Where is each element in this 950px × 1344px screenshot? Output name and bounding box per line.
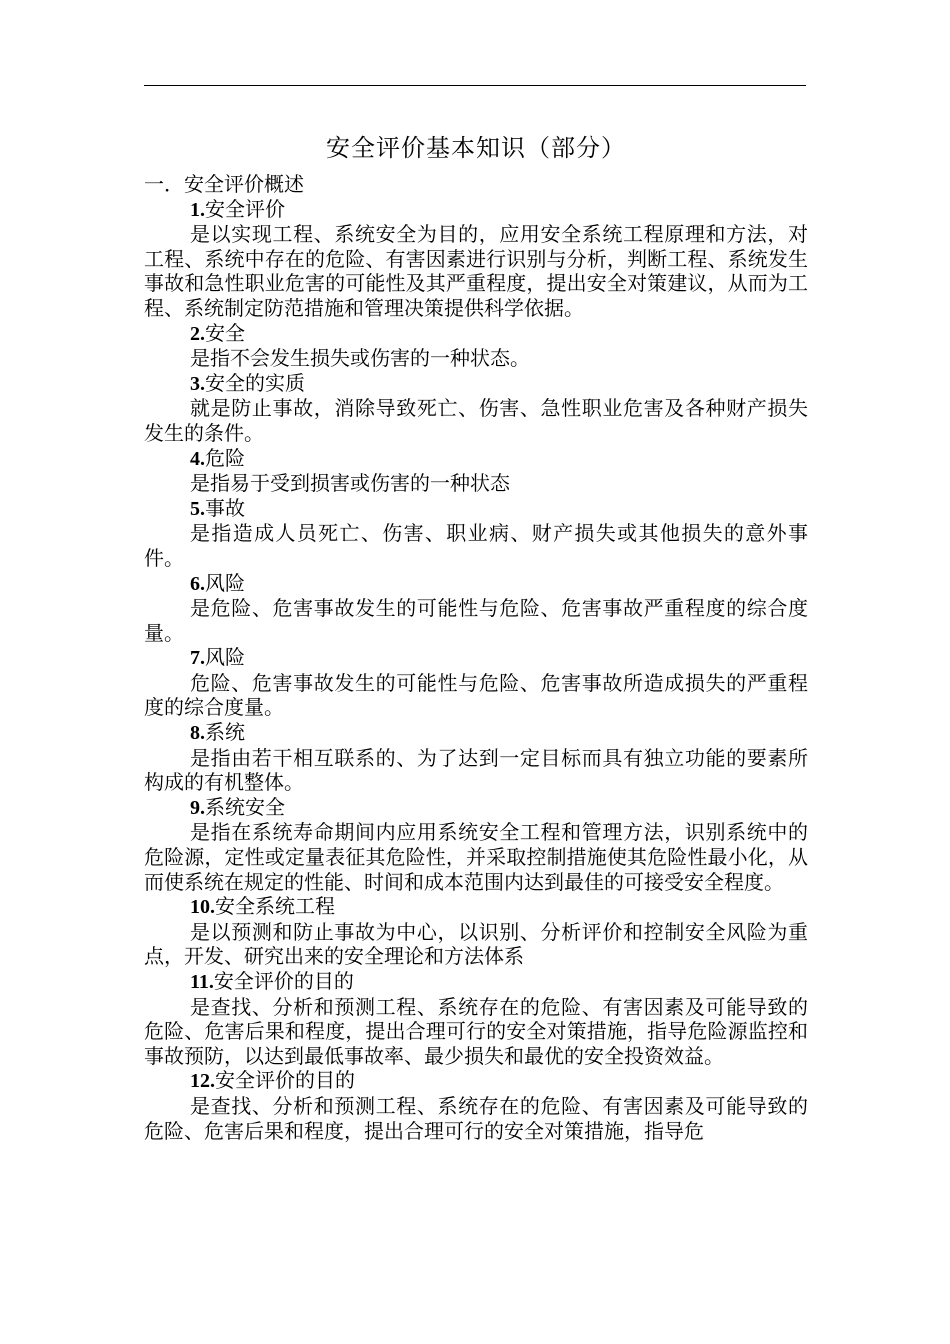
section-heading: 一．安全评价概述 [144,172,304,196]
term-heading [144,496,808,522]
term-label: 系统安全 [205,794,285,819]
term-definition: 是指易于受到损害或伤害的一种状态 [190,471,510,496]
term-definition: 是以预测和防止事故为中心，以识别、分析评价和控制安全风险为重点，开发、研究出来的安全理论和方法体系 [144,919,808,969]
definition-item [144,1068,808,1143]
term-heading [144,1068,808,1094]
term-label: 安全评价的目的 [215,1068,355,1093]
term-number: 2. [190,322,205,345]
term-heading [144,894,808,920]
term-heading [144,795,808,821]
term-number: 4. [190,447,205,470]
term-definition: 是危险、危害事故发生的可能性与危险、危害事故严重程度的综合度量。 [144,596,808,645]
term-number: 3. [190,372,205,395]
document-title: 安全评价基本知识（部分） [326,134,626,162]
term-label: 系统 [205,720,245,745]
term-heading [144,197,808,223]
term-number: 9. [190,796,205,819]
document-body [144,128,808,1143]
term-definition: 是查找、分析和预测工程、系统存在的危险、有害因素及可能导致的危险、危害后果和程度，提出合理可行的安全对策措施，指导危险源监控和事故预防，以达到最低事故率、最少损失和最优的安全投资效益。 [144,994,808,1068]
definition-item [144,969,808,1068]
definition-item [144,795,808,894]
term-number: 12. [190,1070,215,1093]
term-heading [144,321,808,347]
term-label: 风险 [205,645,245,670]
term-definition: 就是防止事故，消除导致死亡、伤害、急性职业危害及各种财产损失发生的条件。 [144,396,808,445]
definition-item [144,321,808,371]
term-heading [144,371,808,397]
definition-item [144,197,808,321]
term-definition: 是以实现工程、系统安全为目的，应用安全系统工程原理和方法，对工程、系统中存在的危险、有害因素进行识别与分析，判断工程、系统发生事故和急性职业危害的可能性及其严重程度，提出安全对策建议，从而为工程、系统制定防范措施和管理决策提供科学依据。 [144,222,808,320]
definition-item [144,371,808,446]
term-heading [144,446,808,472]
term-label: 风险 [205,570,245,595]
term-heading [144,571,808,597]
term-label: 安全的实质 [205,370,305,395]
term-number: 7. [190,647,205,670]
term-heading [144,969,808,995]
term-definition: 危险、危害事故发生的可能性与危险、危害事故所造成损失的严重程度的综合度量。 [144,670,808,720]
term-definition: 是指造成人员死亡、伤害、职业病、财产损失或其他损失的意外事件。 [144,521,808,570]
term-number: 6. [190,572,205,595]
definition-list [144,197,808,1144]
term-label: 安全评价的目的 [213,969,354,993]
term-heading [144,720,808,746]
header-rule [144,85,806,86]
term-number: 5. [190,497,205,520]
term-number: 10. [190,896,215,919]
term-label: 事故 [205,495,245,520]
definition-item [144,894,808,969]
term-definition: 是指不会发生损失或伤害的一种状态。 [190,346,530,371]
definition-item [144,496,808,571]
definition-item [144,645,808,720]
definition-item [144,571,808,646]
term-heading [144,645,808,671]
definition-item [144,446,808,496]
definition-item [144,720,808,795]
term-definition: 是指由若干相互联系的、为了达到一定目标而具有独立功能的要素所构成的有机整体。 [144,745,808,795]
term-label: 安全 [205,320,245,345]
term-label: 安全系统工程 [215,894,335,919]
term-definition: 是查找、分析和预测工程、系统存在的危险、有害因素及可能导致的危险、危害后果和程度，提出合理可行的安全对策措施，指导危 [144,1093,808,1143]
term-label: 安全评价 [205,196,285,221]
term-label: 危险 [205,445,245,470]
term-number: 8. [190,722,205,745]
term-number: 1. [190,198,205,221]
term-number: 11. [190,971,214,993]
term-definition: 是指在系统寿命期间内应用系统安全工程和管理方法，识别系统中的危险源，定性或定量表征其危险性，并采取控制措施使其危险性最小化，从而使系统在规定的性能、时间和成本范围内达到最佳的可接受安全程度。 [144,820,808,894]
